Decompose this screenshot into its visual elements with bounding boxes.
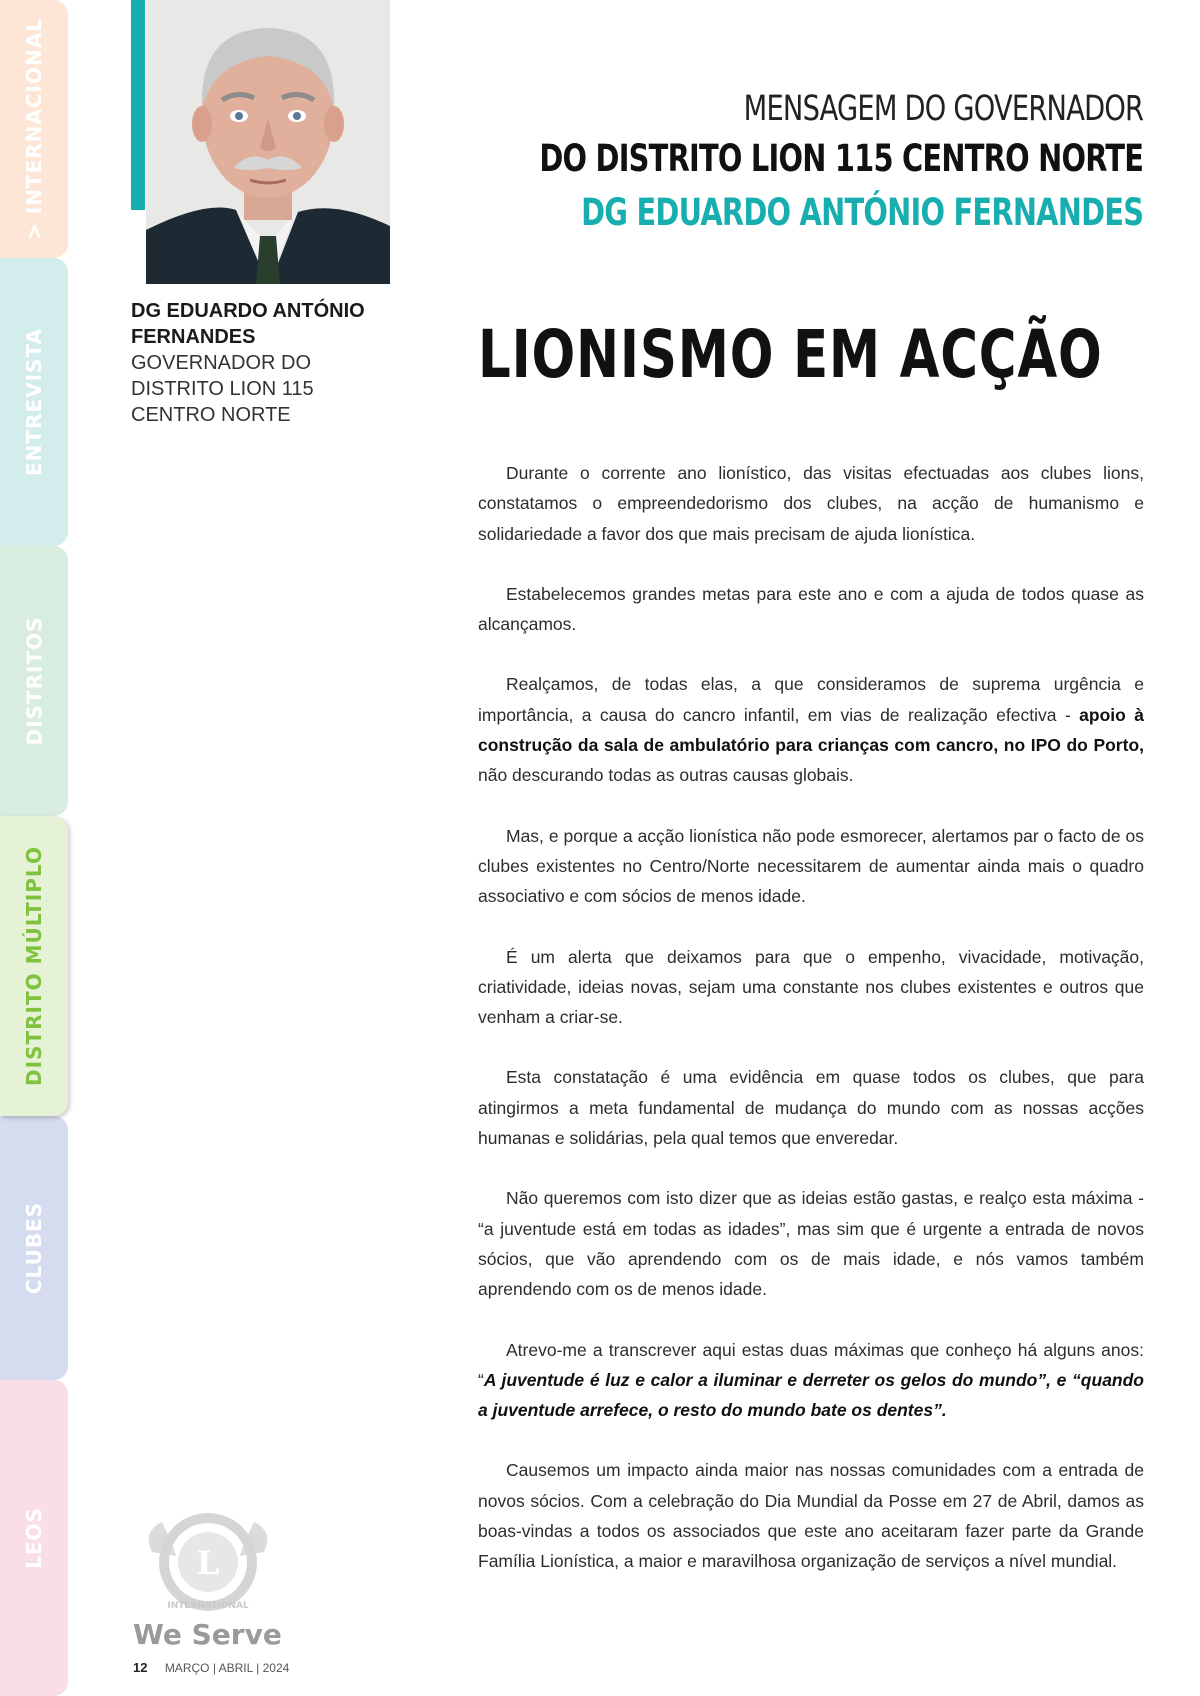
we-serve-motto: We Serve [133,1618,282,1651]
paragraph-6: Esta constatação é uma evidência em quase todos os clubes, que para atingirmos a meta fundamental de mudança do mundo com as nossas acções humanas e solidárias, pela qual temos que enveredar. [478,1067,1144,1149]
paragraph-2: Estabelecemos grandes metas para este ano e com a ajuda de todos quase as alcançamos. [478,583,1144,635]
paragraph-1: Durante o corrente ano lionístico, das visitas efectuadas aos clubes lions, constatamos o empreendedorismo dos clubes, na acção de humanismo e solidariedade a favor dos que mais precisam de ajuda lionística. [478,463,1144,544]
header-line-1: MENSAGEM DO GOVERNADOR [743,89,1143,129]
tab-distrito-multiplo[interactable] [0,816,68,1116]
page-header [369,86,1143,240]
tab-leos[interactable] [0,1380,68,1696]
article-title: LIONISMO EM ACÇÃO [478,316,1103,393]
paragraph-3-bold: apoio à construção da sala de ambulatório para crianças com cancro, no IPO do Porto, [478,704,1144,756]
paragraph-3-text-c: não descurando todas as outras causas globais. [478,765,854,786]
paragraph-8-text: Atrevo-me a transcrever aqui estas duas máximas que conheço há alguns anos: “ [478,1339,1144,1390]
tab-leos-label: LEOS [22,1507,46,1569]
tab-clubes-label: CLUBES [22,1201,47,1295]
paragraph-7: Não queremos com isto dizer que as ideias estão gastas, e realço esta máxima - “a juventude está em todas as idades”, mas sim que é urgente a entrada de novos sócios, que vão aprendendo com os de mais idade, e nós vamos também aprendendo com os de menos idade. [478,1188,1144,1300]
portrait-illustration [146,0,390,284]
tab-distritos-label: DISTRITOS [22,616,47,746]
paragraph-8-quote: A juventude é luz e calor a iluminar e derreter os gelos do mundo”, e “quando a juventude arrefece, o resto do mundo bate os dentes”. [478,1369,1144,1421]
paragraph-4: Mas, e porque a acção lionística não pode esmorecer, alertamos par o facto de os clubes existentes no Centro/Norte necessitarem de aumentar ainda mais o quadro associativo e com sócios de menos idade. [478,825,1144,907]
tab-clubes[interactable] [0,1116,68,1380]
page-number: 12 [133,1660,148,1675]
issue-date: MARÇO | ABRIL | 2024 [164,1661,290,1675]
photo-accent-bar [131,0,145,210]
article-body [478,458,1144,1607]
paragraph-3-text-a: Realçamos, de todas elas, a que consideramos de suprema urgência e importância, a causa do cancro infantil, em vias de realização efectiva - [478,674,1144,725]
tab-internacional[interactable] [0,0,68,258]
author-caption [131,298,401,428]
author-name: DG EDUARDO ANTÓNIO FERNANDES [131,300,365,348]
tab-distrito-multiplo-label: DISTRITO MÚLTIPLO [22,846,47,1086]
paragraph-8 [478,1335,1144,1426]
tab-entrevista[interactable] [0,258,68,546]
tab-entrevista-label: ENTREVISTA [22,328,46,476]
logo-letter: L [196,1544,220,1582]
logo-ring-text: INTERNATIONAL [167,1601,249,1611]
tab-internacional-label: > INTERNACIONAL [22,18,46,240]
lions-logo-graphic [132,1512,284,1612]
lions-international-logo [132,1512,284,1612]
tab-distritos[interactable] [0,546,68,816]
page-footer [133,1660,289,1675]
header-line-3: DG EDUARDO ANTÓNIO FERNANDES [580,191,1143,234]
paragraph-5: É um alerta que deixamos para que o empenho, vivacidade, motivação, criatividade, ideias novas, sejam uma constante nos clubes existentes e outros que venham a criar-se. [478,946,1144,1028]
paragraph-3 [478,669,1144,790]
section-tabs [0,0,70,1696]
paragraph-9: Causemos um impacto ainda maior nas nossas comunidades com a entrada de novos sócios. Com a celebração do Dia Mundial da Posse em 27 de Abril, damos as boas-vindas a todos os associados que este ano aceitaram fazer parte da Grande Família Lionística, a maior e maravilhosa organização de serviços a nível mundial. [478,1460,1144,1572]
author-role: GOVERNADOR DO DISTRITO LION 115 CENTRO NORTE [131,352,314,426]
header-line-2: DO DISTRITO LION 115 CENTRO NORTE [539,137,1143,180]
governor-portrait [146,0,390,284]
